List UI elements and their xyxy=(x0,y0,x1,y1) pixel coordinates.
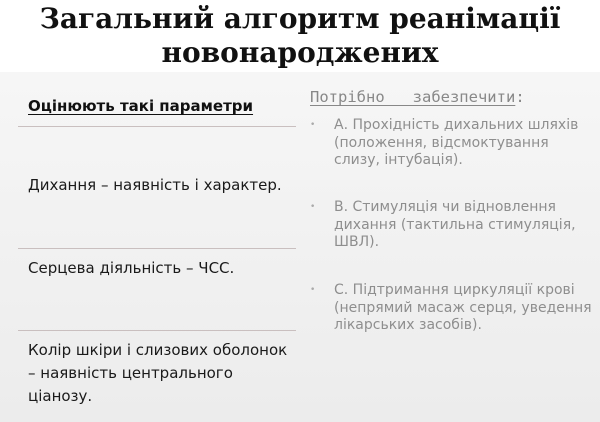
divider xyxy=(18,330,296,331)
bullet-dot-icon: • xyxy=(310,202,316,212)
bullet-dot-icon: • xyxy=(310,285,316,295)
parameter-breathing: Дихання – наявність і характер. xyxy=(28,176,282,194)
list-item-text: В. Стимуляція чи відновлення дихання (тактильна стимуляція, ШВЛ). xyxy=(334,199,576,250)
provide-heading-text: Потрібно забезпечити xyxy=(310,88,516,106)
provide-heading xyxy=(310,86,525,108)
slide-title: Загальний алгоритм реанімації новонароджених xyxy=(39,2,561,69)
bullet-dot-icon: • xyxy=(310,120,316,130)
divider xyxy=(18,126,296,127)
divider xyxy=(18,248,296,249)
list-item-text: С. Підтримання циркуляції крові (непрямий масаж серця, уведення лікарських засобів). xyxy=(334,282,592,333)
parameters-column xyxy=(0,72,296,422)
parameters-heading: Оцінюють такі параметри xyxy=(28,97,254,115)
parameter-heart: Серцева діяльність – ЧСС. xyxy=(28,259,235,277)
provide-column xyxy=(300,72,600,422)
parameter-skin-color: Колір шкіри і слизових оболонок – наявність центрального ціанозу. xyxy=(28,341,288,405)
list-item-text: А. Прохідність дихальних шляхів (положення, відсмоктування слизу, інтубація). xyxy=(334,117,579,168)
provide-heading-colon: : xyxy=(515,88,525,106)
